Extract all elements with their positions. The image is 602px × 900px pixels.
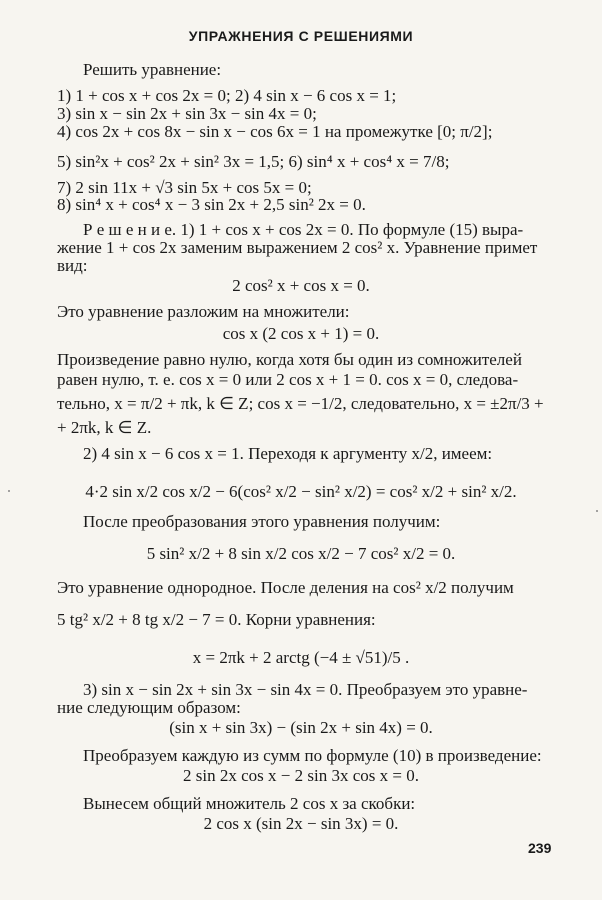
text-line: ние следующим образом: — [57, 698, 241, 717]
text-line: вид: — [57, 256, 88, 275]
scan-speck — [8, 490, 10, 492]
text-line: Преобразуем каждую из сумм по формуле (10) в произведение: — [83, 746, 542, 765]
task-line-1-2: 1) 1 + cos x + cos 2x = 0; 2) 4 sin x − 6 cos x = 1; — [57, 86, 397, 105]
text-line: равен нулю, т. е. cos x = 0 или 2 cos x + 1 = 0. cos x = 0, следова- — [57, 370, 519, 389]
task-line-3: 3) sin x − sin 2x + sin 3x − sin 4x = 0; — [57, 104, 317, 123]
page-number: 239 — [528, 840, 552, 856]
text-line: Это уравнение разложим на множители: — [57, 302, 350, 321]
task-intro: Решить уравнение: — [83, 60, 222, 79]
task-line-7: 7) 2 sin 11x + √3 sin 5x + cos 5x = 0; — [57, 178, 312, 197]
scan-speck — [596, 510, 598, 512]
task-line-4: 4) cos 2x + cos 8x − sin x − cos 6x = 1 на промежутке [0; π/2]; — [57, 122, 493, 141]
text-line: Это уравнение однородное. После деления на cos² x/2 получим — [57, 578, 514, 597]
formula: x = 2πk + 2 arctg (−4 ± √51)/5 . — [192, 648, 410, 667]
formula: 2 cos² x + cos x = 0. — [232, 276, 370, 295]
solution-line: 2) 4 sin x − 6 cos x = 1. Переходя к аргументу x/2, имеем: — [83, 444, 493, 463]
text-line: Вынесем общий множитель 2 cos x за скобки: — [83, 794, 416, 813]
solution-line: Р е ш е н и е. 1) 1 + cos x + cos 2x = 0. По формуле (15) выра- — [83, 220, 524, 239]
formula: cos x (2 cos x + 1) = 0. — [222, 324, 380, 343]
formula: 4·2 sin x/2 cos x/2 − 6(cos² x/2 − sin² x/2) = cos² x/2 + sin² x/2. — [85, 482, 517, 501]
text-line: 5 tg² x/2 + 8 tg x/2 − 7 = 0. Корни уравнения: — [57, 610, 376, 629]
formula: 2 cos x (sin 2x − sin 3x) = 0. — [203, 814, 399, 833]
task-line-5-6: 5) sin²x + cos² 2x + sin² 3x = 1,5; 6) sin⁴ x + cos⁴ x = 7/8; — [57, 152, 450, 171]
task-line-8: 8) sin⁴ x + cos⁴ x − 3 sin 2x + 2,5 sin² 2x = 0. — [57, 195, 366, 214]
text-line: Произведение равно нулю, когда хотя бы один из сомножителей — [57, 350, 522, 369]
text-line: тельно, x = π/2 + πk, k ∈ Z; cos x = −1/2, следовательно, x = ±2π/3 + — [57, 394, 544, 413]
section-header: УПРАЖНЕНИЯ С РЕШЕНИЯМИ — [188, 28, 414, 44]
formula: 5 sin² x/2 + 8 sin x/2 cos x/2 − 7 cos² x/2 = 0. — [146, 544, 456, 563]
text-line: жение 1 + cos 2x заменим выражением 2 cos² x. Уравнение примет — [57, 238, 538, 257]
text-line: После преобразования этого уравнения получим: — [83, 512, 441, 531]
solution-line: 3) sin x − sin 2x + sin 3x − sin 4x = 0. Преобразуем это уравне- — [83, 680, 528, 699]
formula: (sin x + sin 3x) − (sin 2x + sin 4x) = 0. — [169, 718, 433, 737]
text-line: + 2πk, k ∈ Z. — [57, 418, 152, 437]
formula: 2 sin 2x cos x − 2 sin 3x cos x = 0. — [183, 766, 419, 785]
